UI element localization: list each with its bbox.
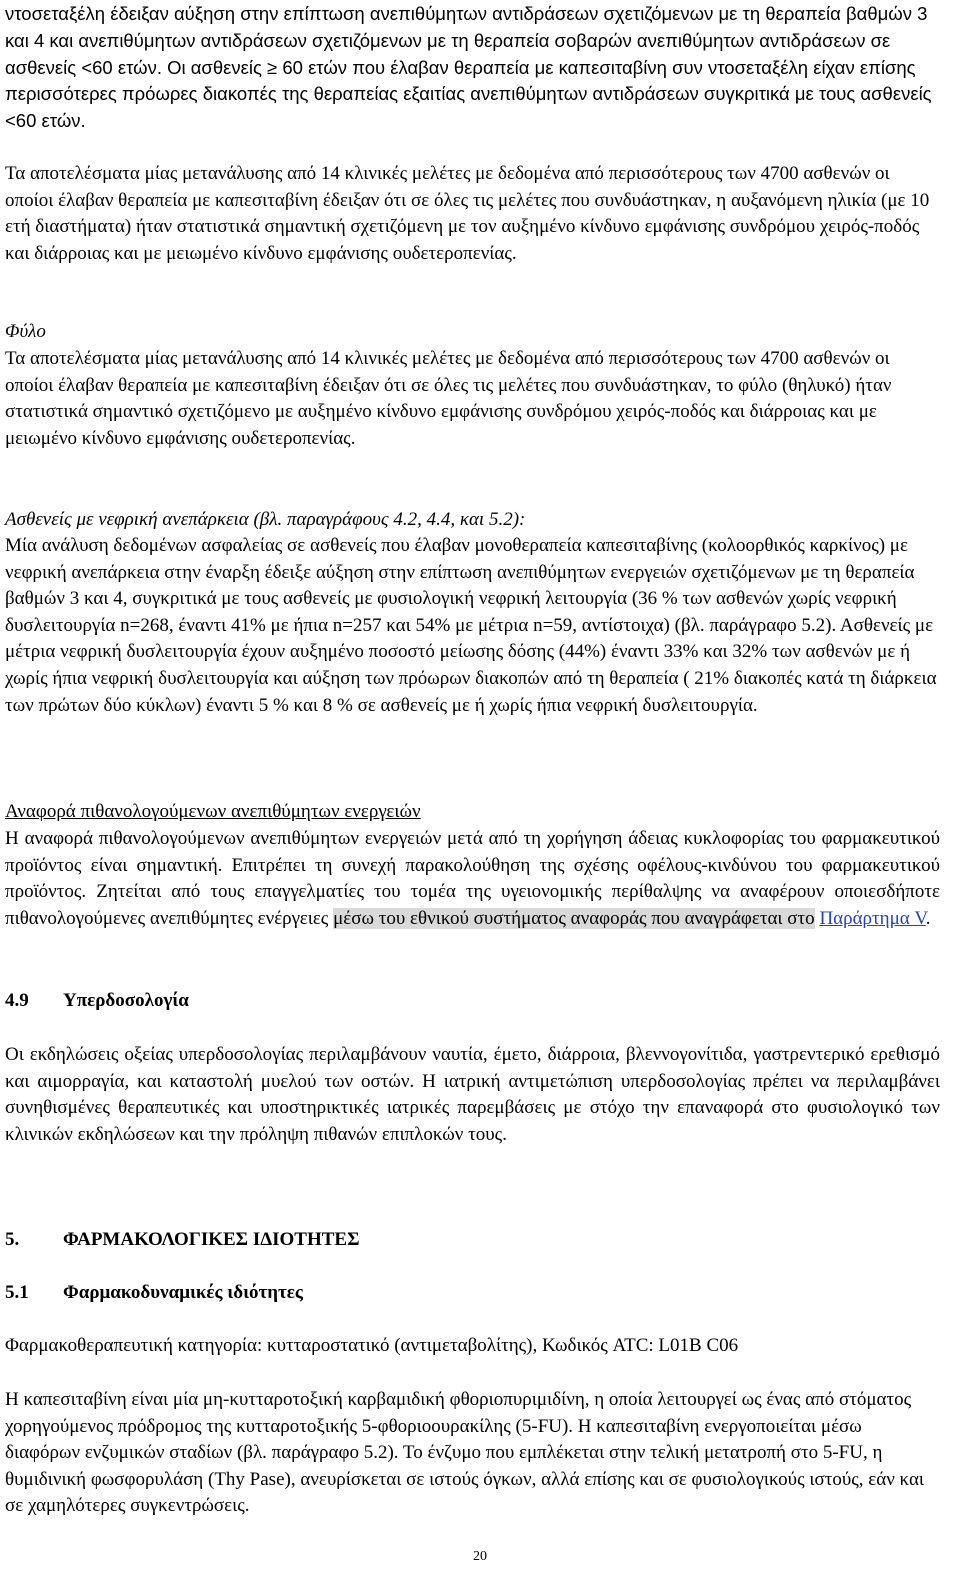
section-number-5-1: 5.1 xyxy=(5,1282,29,1303)
paragraph-mechanism: Η καπεσιταβίνη είναι μία μη-κυτταροτοξική καρβαμιδική φθοριοπυριμιδίνη, η οποία λειτουργεί ως ένας από στόματος χορηγούμενος πρόδρομος της κυτταροτοξικής 5-φθοριοουρακίλης (5-FU). Η καπεσιταβίνη ενεργοποιείται μέσω διαφόρων ενζυμικών σταδίων (βλ. παράγραφο 5.2). Το ένζυμο που εμπλέκεται στην τελική μετατροπή στο 5-FU, η θυμιδινική φωσφορυλάση (Thy Pase), ανευρίσκεται σε ιστούς όγκων, αλλά επίσης και σε φυσιολογικούς ιστούς, εάν και σε χαμηλότερες συγκεντρώσεις. xyxy=(5,1389,925,1517)
paragraph-age-continuation: ντοσεταξέλη έδειξαν αύξηση στην επίπτωση ανεπιθύμητων αντιδράσεων σχετιζόμενων με τη θεραπεία βαθμών 3 και 4 και ανεπιθύμητων αντιδράσεων σχετιζόμενων με τη θεραπεία σοβαρών ανεπιθύμητων αντιδράσεων σε ασθενείς <60 ετών. Οι ασθενείς ≥ 60 ετών που έλαβαν θεραπεία με καπεσιταβίνη συν ντοσεταξέλη είχαν επίσης περισσότερες πρόωρες διακοπές της θεραπείας εξαιτίας ανεπιθύμητων αντιδράσεων συγκριτικά με τους ασθενείς <60 ετών. xyxy=(5,3,932,132)
paragraph-atc-code: Φαρμακοθεραπευτική κατηγορία: κυτταροστατικό (αντιμεταβολίτης), Κωδικός ATC: L01B C06 xyxy=(5,1335,739,1356)
paragraph-overdose: Οι εκδηλώσεις οξείας υπερδοσολογίας περιλαμβάνουν ναυτία, έμετο, διάρροια, βλεννογονίτιδα, γαστρεντερικό ερεθισμό και αιμορραγία, και καταστολή μυελού των οστών. Η ιατρική αντιμετώπιση υπερδοσολογίας πρέπει να περιλαμβάνει συνηθισμένες θεραπευτικές και υποστηρικτικές ιατρικές παρεμβάσεις με στόχο την επαναφορά στο φυσιολογικό των κλινικών εκδηλώσεων και την πρόληψη πιθανών επιπλοκών τους. xyxy=(5,1044,940,1145)
paragraph-age-metaanalysis: Τα αποτελέσματα μίας μετανάλυσης από 14 κλινικές μελέτες με δεδομένα από περισσότερους των 4700 ασθενών οι οποίοι έλαβαν θεραπεία με καπεσιταβίνη έδειξαν ότι σε όλες τις μελέτες που συνδυάστηκαν, η αυξανόμενη ηλικία (με 10 ετή διαστήματα) ήταν στατιστικά σημαντική σχετιζόμενη με τον αυξημένο κίνδυνο εμφάνισης συνδρόμου χειρός-ποδός και διάρροιας και με μειωμένο κίνδυνο εμφάνισης ουδετεροπενίας. xyxy=(5,163,930,264)
section-title-5-1: Φαρμακοδυναμικές ιδιότητες xyxy=(63,1282,303,1303)
reporting-highlighted-text: μέσω του εθνικού συστήματος αναφοράς που αναγράφεται στο xyxy=(333,907,815,929)
section-title-4-9: Υπερδοσολογία xyxy=(63,990,189,1011)
reporting-text: Η αναφορά πιθανολογούμενων ανεπιθύμητων ενεργειών μετά από τη χορήγηση άδειας κυκλοφορίας του φαρμακευτικού προϊόντος είναι σημαντική. Επιτρέπει τη συνεχή παρακολούθηση της σχέσης οφέλους-κινδύνου του φαρμακευτικού προϊόντος. Ζητείται από τους επαγγελματίες του τομέα της υγειονομικής περίθαλψης να αναφέρουν οποιεσδήποτε πιθανολογούμενες ανεπιθύμητες ενέργειες xyxy=(5,828,940,929)
section-title-5: ΦΑΡΜΑΚΟΛΟΓΙΚΕΣ ΙΔΙΟΤΗΤΕΣ xyxy=(63,1229,360,1250)
page-number: 20 xyxy=(473,1549,487,1564)
subheading-renal-impairment: Ασθενείς με νεφρική ανεπάρκεια (βλ. παραγράφους 4.2, 4.4, και 5.2): xyxy=(5,509,526,530)
subheading-sex: Φύλο xyxy=(5,321,46,342)
paragraph-renal-impairment: Μία ανάλυση δεδομένων ασφαλείας σε ασθενείς που έλαβαν μονοθεραπεία καπεσιταβίνης (κολοορθικός καρκίνος) με νεφρική ανεπάρκεια στην έναρξη έδειξε αύξηση στην επίπτωση ανεπιθύμητων ενεργειών σχετιζόμενων με τη θεραπεία βαθμών 3 και 4, συγκριτικά με τους ασθενείς με φυσιολογική νεφρική λειτουργία (36 % των ασθενών χωρίς νεφρική δυσλειτουργία n=268, έναντι 41% με ήπια n=257 και 54% με μέτρια n=59, αντίστοιχα) (βλ. παράγραφο 5.2). Ασθενείς με μέτρια νεφρική δυσλειτουργία έχουν αυξημένο ποσοστό μείωσης δόσης (44%) έναντι 33% και 32% των ασθενών με ή χωρίς ήπια νεφρική δυσλειτουργία και αύξηση των πρόωρων διακοπών από τη θεραπεία ( 21% διακοπές κατά τη διάρκεια των πρώτων δύο κύκλων) έναντι 5 % και 8 % σε ασθενείς με ή χωρίς ήπια νεφρική δυσλειτουργία. xyxy=(5,535,937,716)
section-number-4-9: 4.9 xyxy=(5,990,29,1011)
subheading-adverse-reaction-reporting: Αναφορά πιθανολογούμενων ανεπιθύμητων ενεργειών xyxy=(5,801,421,822)
section-heading-5-1 xyxy=(5,1280,303,1306)
section-number-5: 5. xyxy=(5,1229,20,1250)
reporting-period: . xyxy=(925,907,931,929)
section-heading-4-9 xyxy=(5,988,189,1014)
paragraph-sex: Τα αποτελέσματα μίας μετανάλυσης από 14 κλινικές μελέτες με δεδομένα από περισσότερους των 4700 ασθενών οι οποίοι έλαβαν θεραπεία με καπεσιταβίνη έδειξαν ότι σε όλες τις μελέτες που συνδυάστηκαν, το φύλο (θηλυκό) ήταν στατιστικά σημαντικό σχετιζόμενο με αυξημένο κίνδυνο εμφάνισης συνδρόμου χειρός-ποδός και διάρροιας και με μειωμένο κίνδυνο εμφάνισης ουδετεροπενίας. xyxy=(5,348,892,449)
section-heading-5 xyxy=(5,1227,360,1253)
annex-v-link[interactable]: Παράρτημα V xyxy=(819,907,926,929)
paragraph-adverse-reaction-reporting xyxy=(5,826,940,932)
